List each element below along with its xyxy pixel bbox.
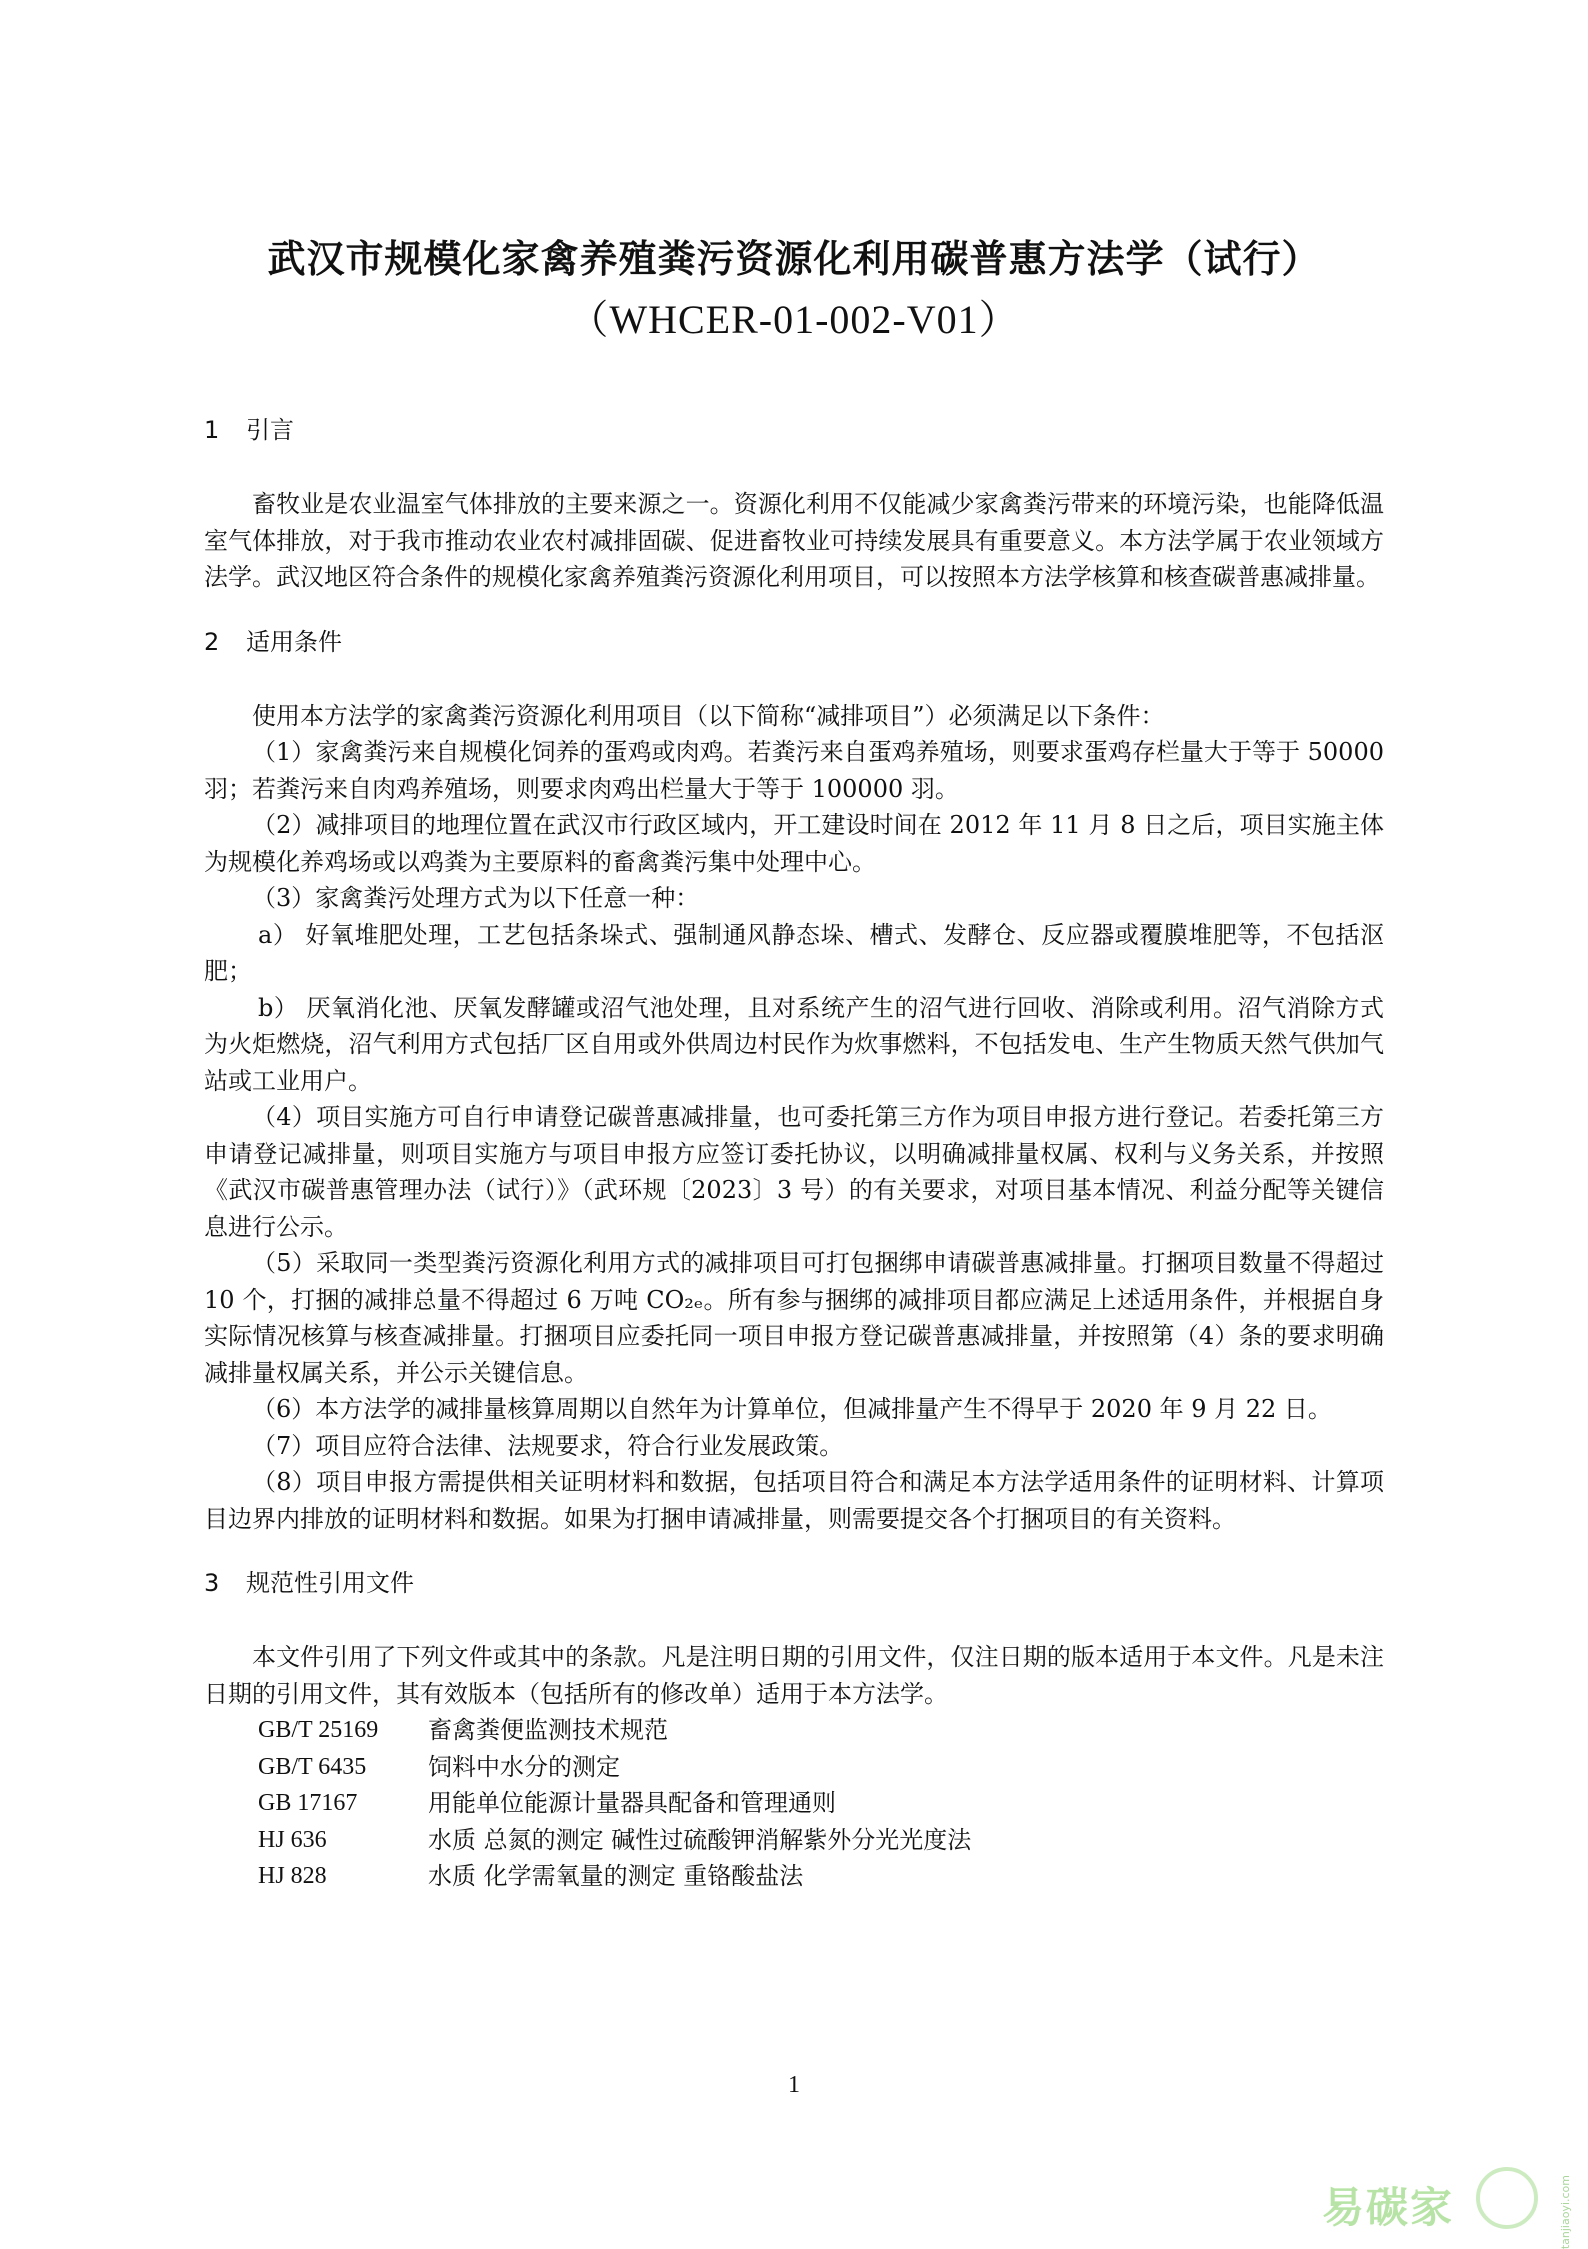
- paragraph: 本文件引用了下列文件或其中的条款。凡是注明日期的引用文件，仅注日期的版本适用于本文件。凡是未注日期的引用文件，其有效版本（包括所有的修改单）适用于本方法学。: [204, 1643, 1384, 1708]
- reference-title: 用能单位能源计量器具配备和管理通则: [428, 1789, 836, 1817]
- condition-4: （4）项目实施方可自行申请登记碳普惠减排量，也可委托第三方作为项目申报方进行登记。若委托第三方申请登记减排量，则项目实施方与项目申报方应签订委托协议，以明确减排量权属、权利与义务关系，并按照《武汉市碳普惠管理办法（试行）》（武环规〔2023〕3 号）的有关要求，对项目基本情况、利益分配等关键信息进行公示。: [204, 1103, 1384, 1241]
- section-heading-1: [204, 412, 1384, 448]
- reference-item: [258, 1749, 1384, 1786]
- condition-2: （2）减排项目的地理位置在武汉市行政区域内，开工建设时间在 2012 年 11 月 8 日之后，项目实施主体为规模化养鸡场或以鸡粪为主要原料的畜禽粪污集中处理中心。: [204, 811, 1384, 876]
- reference-code: HJ 828: [258, 1863, 327, 1889]
- reference-code: HJ 636: [258, 1826, 327, 1853]
- condition-5: （5）采取同一类型粪污资源化利用方式的减排项目可打包捆绑申请碳普惠减排量。打捆项目数量不得超过 10 个，打捆的减排总量不得超过 6 万吨 CO₂ₑ。所有参与捆绑的减排项目都应满足上述适用条件，并根据自身实际情况核算与核查减排量。打捆项目应委托同一项目申报方登记碳普惠减排量，并按照第（4）条的要求明确减排量权属关系，并公示关键信息。: [204, 1249, 1384, 1387]
- document-body: [204, 412, 1384, 1895]
- reference-list: [258, 1712, 1384, 1895]
- watermark-ring-icon: [1476, 2167, 1538, 2229]
- watermark-logo: [1322, 2161, 1572, 2249]
- reference-item: [258, 1785, 1384, 1822]
- document-title: 武汉市规模化家禽养殖粪污资源化利用碳普惠方法学（试行）: [267, 237, 1321, 281]
- section-heading-2: [204, 624, 1384, 660]
- reference-title: 畜禽粪便监测技术规范: [428, 1716, 668, 1744]
- section-number: 3: [204, 1569, 220, 1597]
- reference-item: [258, 1712, 1384, 1749]
- reference-title: 水质 化学需氧量的测定 重铬酸盐法: [428, 1862, 804, 1890]
- reference-code: GB 17167: [258, 1790, 358, 1816]
- section-number: 2: [204, 627, 220, 656]
- reference-title: 饲料中水分的测定: [428, 1752, 620, 1781]
- watermark-url: tanjiaoyi.com: [1559, 2175, 1572, 2249]
- reference-code: GB/T 6435: [258, 1753, 367, 1780]
- condition-6: （6）本方法学的减排量核算周期以自然年为计算单位，但减排量产生不得早于 2020 年 9 月 22 日。: [252, 1395, 1332, 1423]
- paragraph: 使用本方法学的家禽粪污资源化利用项目（以下简称“减排项目”）必须满足以下条件：: [252, 701, 1165, 730]
- section-title: 适用条件: [246, 627, 342, 656]
- condition-3b: b） 厌氧消化池、厌氧发酵罐或沼气池处理，且对系统产生的沼气进行回收、消除或利用。沼气消除方式为火炬燃烧，沼气利用方式包括厂区自用或外供周边村民作为炊事燃料，不包括发电、生产生物质天然气供加气站或工业用户。: [204, 993, 1384, 1095]
- watermark-text: 易碳家: [1322, 2183, 1455, 2232]
- section-title: 规范性引用文件: [246, 1569, 414, 1597]
- reference-code: GB/T 25169: [258, 1717, 379, 1743]
- page-number: 1: [788, 2072, 800, 2098]
- section-heading-3: [204, 1565, 1384, 1601]
- paragraph: 畜牧业是农业温室气体排放的主要来源之一。资源化利用不仅能减少家禽粪污带来的环境污染，也能降低温室气体排放，对于我市推动农业农村减排固碳、促进畜牧业可持续发展具有重要意义。本方法学属于农业领域方法学。武汉地区符合条件的规模化家禽养殖粪污资源化利用项目，可以按照本方法学核算和核查碳普惠减排量。: [204, 490, 1384, 591]
- section-title: 引言: [246, 416, 294, 444]
- reference-title: 水质 总氮的测定 碱性过硫酸钾消解紫外分光光度法: [428, 1825, 972, 1854]
- condition-3a: a） 好氧堆肥处理，工艺包括条垛式、强制通风静态垛、槽式、发酵仓、反应器或覆膜堆肥等，不包括沤肥；: [204, 920, 1384, 985]
- reference-item: [258, 1858, 1384, 1895]
- condition-3: （3）家禽粪污处理方式为以下任意一种：: [252, 884, 700, 912]
- reference-item: [258, 1822, 1384, 1859]
- condition-1: （1）家禽粪污来自规模化饲养的蛋鸡或肉鸡。若粪污来自蛋鸡养殖场，则要求蛋鸡存栏量大于等于 50000 羽；若粪污来自肉鸡养殖场，则要求肉鸡出栏量大于等于 100000 羽。: [204, 738, 1384, 803]
- document-code: （WHCER-01-002-V01）: [568, 297, 1020, 342]
- condition-7: （7）项目应符合法律、法规要求，符合行业发展政策。: [252, 1431, 844, 1460]
- condition-8: （8）项目申报方需提供相关证明材料和数据，包括项目符合和满足本方法学适用条件的证明材料、计算项目边界内排放的证明材料和数据。如果为打捆申请减排量，则需要提交各个打捆项目的有关资料。: [204, 1468, 1384, 1533]
- section-number: 1: [204, 416, 220, 444]
